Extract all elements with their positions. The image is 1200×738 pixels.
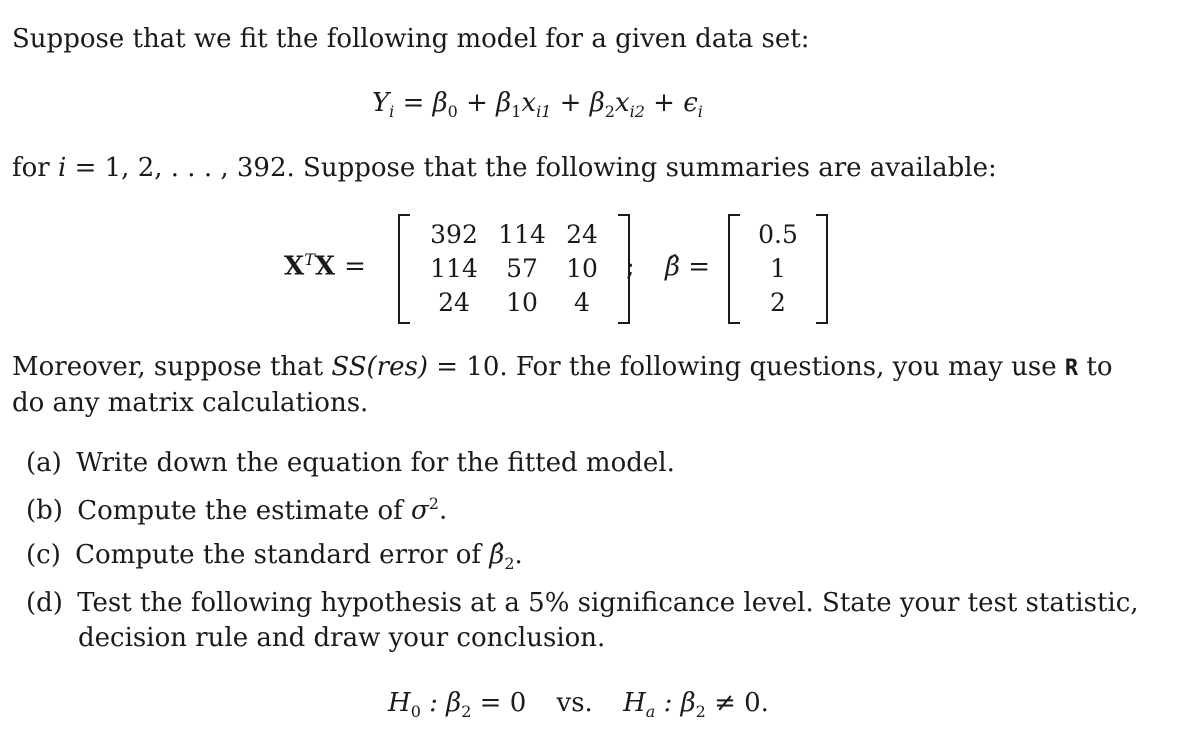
question-text: Compute the standard error of — [75, 540, 482, 570]
matrix-entry: 114 — [430, 254, 478, 283]
question-label: (b) — [26, 495, 63, 526]
xtx-label: $X^TX$ = — [284, 250, 366, 282]
left-bracket — [398, 214, 410, 324]
question-text: Write down the equation for the fitted model. — [76, 448, 675, 478]
matrix-entry: 10 — [566, 254, 598, 283]
matrix-entry: 392 — [430, 220, 478, 249]
left-bracket — [728, 214, 740, 324]
question-text: Compute the estimate of — [77, 495, 403, 526]
matrix-entry: 24 — [566, 220, 598, 249]
matrix-cells — [410, 214, 618, 324]
question-a — [26, 448, 675, 479]
question-text: Test the following hypothesis at a 5% significance level. State your test statistic, — [77, 588, 1139, 618]
matrix-entry: 10 — [506, 288, 538, 317]
matrix-entry: 57 — [506, 254, 538, 283]
semicolon: ; — [626, 252, 635, 282]
matrix-entry: 1 — [770, 254, 786, 283]
question-d — [26, 588, 1139, 619]
moreover-line-2: do any matrix calculations. — [12, 388, 369, 418]
question-label: (a) — [26, 448, 62, 478]
question-c: (c) Compute the standard error of $\betâ_2$. — [26, 540, 523, 574]
question-b: (b) Compute the estimate of $\sigma^2$. — [26, 494, 448, 526]
beta-hat-label: β̂ = — [665, 252, 711, 282]
question-label: (d) — [26, 588, 63, 618]
question-d-line-2: decision rule and draw your conclusion. — [78, 623, 606, 653]
hypothesis: $H_0$ : $\beta_2 = 0$ vs. $H_a$ : $\beta_2 \ne 0$. — [388, 688, 769, 722]
intro-text: Suppose that we fit the following model for a given data set: — [12, 24, 810, 54]
right-bracket — [816, 214, 828, 324]
vector-cells — [740, 214, 816, 324]
moreover-line-1: Moreover, suppose that SS(res) = 10. For the following questions, you may use R to — [12, 352, 1113, 382]
range-line: for i = 1, 2, . . . , 392. Suppose that the following summaries are available: — [12, 153, 997, 183]
question-label: (c) — [26, 540, 61, 570]
matrix-entry: 4 — [574, 288, 590, 317]
xtx-matrix — [398, 214, 630, 324]
matrix-entry: 2 — [770, 288, 786, 317]
model-equation: $Y_i = \beta_0 + \beta_1x_{i1} + \beta_2x_{i2} + \epsilon_i$ — [372, 88, 703, 122]
matrix-entry: 0.5 — [758, 220, 798, 249]
matrix-entry: 114 — [498, 220, 546, 249]
matrix-entry: 24 — [438, 288, 470, 317]
beta-hat-vector — [728, 214, 828, 324]
